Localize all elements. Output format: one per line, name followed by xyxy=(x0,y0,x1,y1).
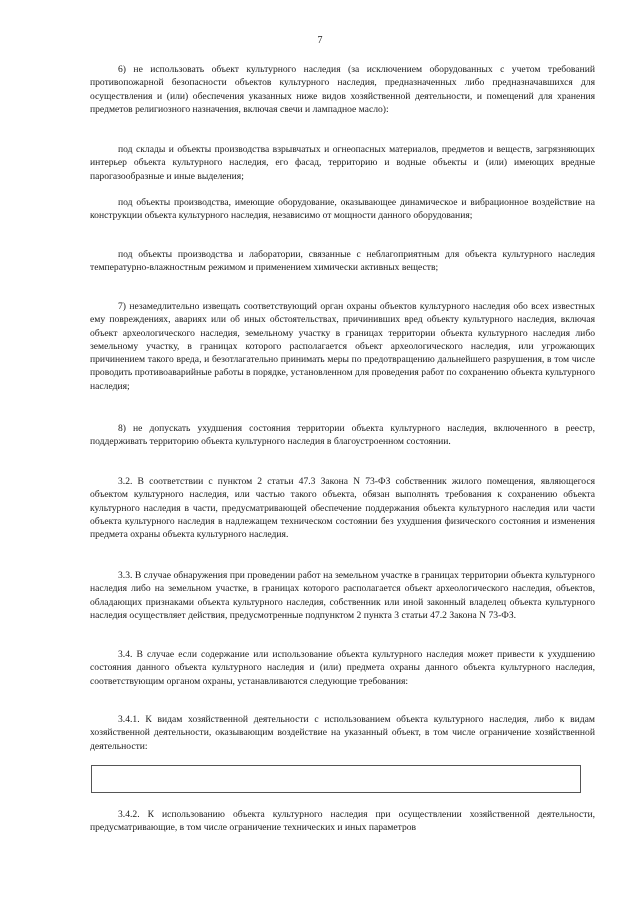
paragraph-laboratories: под объекты производства и лаборатории, связанные с неблагоприятным для объекта культурного наследия температурно-влажностным режимом и применением химически активных веществ; xyxy=(90,249,595,274)
page-number: 7 xyxy=(317,35,323,46)
paragraph-3-4: 3.4. В случае если содержание или использование объекта культурного наследия может привести к ухудшению состояния данного объекта культурного наследия и (или) предмета охраны данного объекта культурного наследия, соответствующим органом охраны, устанавливаются следующие требования: xyxy=(90,649,595,687)
paragraph-item-6: 6) не использовать объект культурного наследия (за исключением оборудованных с учетом требований противопожарной безопасности объектов культурного наследия, предназначенных либо предназначавшихся для осуществления и (или) обеспечения указанных ниже видов хозяйственной деятельности, и помещений для хранения предметов религиозного назначения, включая свечи и лампадное масло): xyxy=(90,64,595,115)
paragraph-item-7: 7) незамедлительно извещать соответствующий орган охраны объектов культурного наследия обо всех известных ему повреждениях, авариях или об иных обстоятельствах, причинивших вред объекту культурного наследия, включая объект археологического наследия, земельному участку в границах территории объекта культурного наследия либо земельному участку, в границах которого располагается объект археологического наследия, или угрожающих причинением такого вреда, и безотлагательно принимать меры по предотвращению дальнейшего разрушения, в том числе проводить противоаварийные работы в порядке, установленном для проведения работ по сохранению объекта культурного наследия; xyxy=(90,301,595,392)
paragraph-warehouses: под склады и объекты производства взрывчатых и огнеопасных материалов, предметов и веществ, загрязняющих интерьер объекта культурного наследия, его фасад, территорию и водные объекты и (или) имеющих вредные парогазообразные и иные выделения; xyxy=(90,144,595,182)
paragraph-item-8: 8) не допускать ухудшения состояния территории объекта культурного наследия, включенного в реестр, поддерживать территорию объекта культурного наследия в благоустроенном состоянии. xyxy=(90,423,595,448)
paragraph-3-3: 3.3. В случае обнаружения при проведении работ на земельном участке в границах территории объекта культурного наследия либо на земельном участке, в границах которого располагается объект археологического наследия, объектов, обладающих признаками объекта культурного наследия, собственник или иной законный владелец объекта культурного наследия осуществляет действия, предусмотренные подпунктом 2 пункта 3 статьи 47.2 Закона N 73-ФЗ. xyxy=(90,570,595,621)
empty-table-cell xyxy=(91,765,581,793)
paragraph-3-2: 3.2. В соответствии с пунктом 2 статьи 47.3 Закона N 73-ФЗ собственник жилого помещения, являющегося объектом культурного наследия, или частью такого объекта, обязан выполнять требования к сохранению объекта культурного наследия в части, предусматривающей обеспечение поддержания объекта культурного наследия или части объекта культурного наследия в надлежащем техническом состоянии без ухудшения физического состояния и изменения предмета охраны объекта культурного наследия. xyxy=(90,476,595,541)
paragraph-3-4-2: 3.4.2. К использованию объекта культурного наследия при осуществлении хозяйственной деятельности, предусматривающие, в том числе ограничение технических и иных параметров xyxy=(90,809,595,834)
paragraph-3-4-1: 3.4.1. К видам хозяйственной деятельности с использованием объекта культурного наследия, либо к видам хозяйственной деятельности, оказывающим воздействие на указанный объект, в том числе ограничение хозяйственной деятельности: xyxy=(90,714,595,752)
paragraph-production-vibration: под объекты производства, имеющие оборудование, оказывающее динамическое и вибрационное воздействие на конструкции объекта культурного наследия, независимо от мощности данного оборудования; xyxy=(90,197,595,222)
